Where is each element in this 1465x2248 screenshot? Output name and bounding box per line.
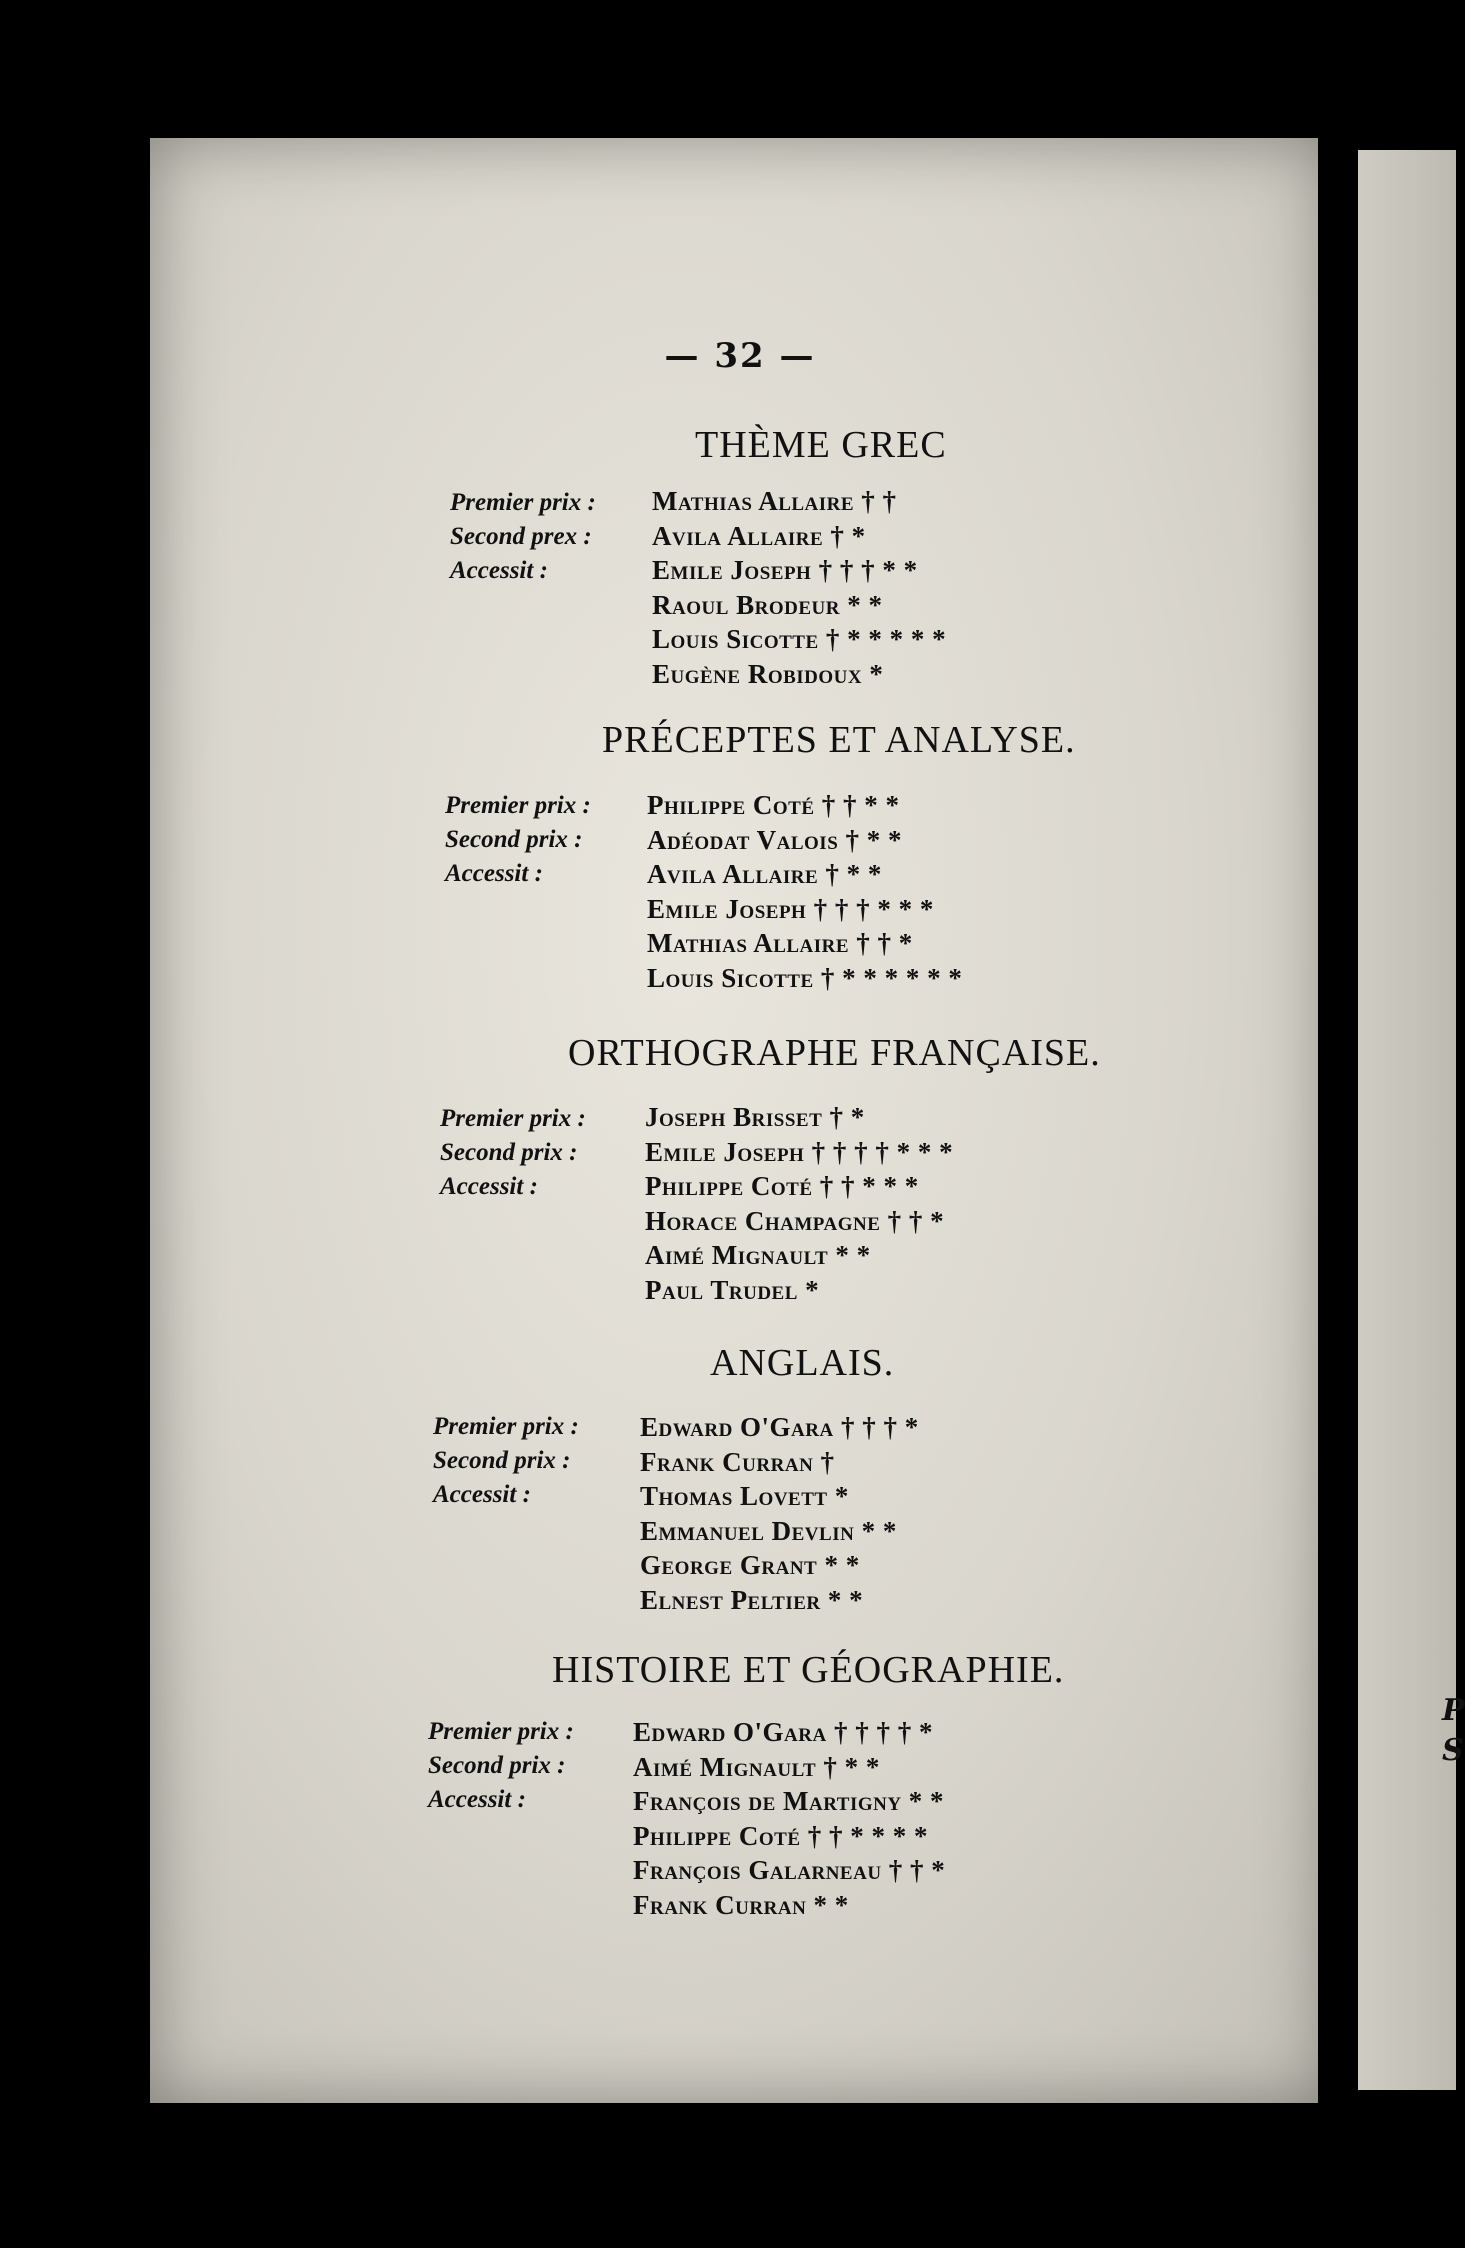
prize-labels	[433, 1410, 579, 1512]
winner-list	[633, 1715, 945, 1922]
list-item: Joseph Brisset † *	[645, 1102, 865, 1132]
list-item: Philippe Coté † † * *	[647, 790, 900, 820]
list-item: Philippe Coté † † * * *	[645, 1171, 919, 1201]
list-item: Mathias Allaire † †	[652, 486, 897, 516]
label-accessit: Accessit :	[428, 1786, 526, 1813]
winner-list	[645, 1100, 953, 1307]
list-item: Louis Sicotte † * * * * * *	[647, 962, 963, 993]
prize-labels	[440, 1102, 586, 1204]
winner-list	[647, 788, 962, 995]
prize-labels	[450, 486, 596, 588]
label-second-prix: Second prix :	[440, 1139, 578, 1166]
edge-letter: S	[1442, 1733, 1464, 1768]
section-title-theme-grec: THÈME GREC	[695, 424, 947, 466]
winner-list	[652, 484, 946, 691]
prize-labels	[428, 1715, 574, 1817]
list-item: Louis Sicotte † * * * * *	[652, 624, 947, 654]
list-item: Philippe Coté † † * * * *	[633, 1820, 928, 1851]
book-page	[150, 138, 1330, 2103]
label-premier-prix: Premier prix :	[445, 792, 591, 819]
list-item: Raoul Brodeur * *	[652, 589, 883, 620]
label-second-prix: Second prex :	[450, 523, 592, 550]
section-title-orthographe: ORTHOGRAPHE FRANÇAISE.	[568, 1032, 1101, 1074]
list-item: George Grant * *	[640, 1550, 860, 1580]
list-item: Avila Allaire † *	[652, 520, 866, 551]
list-item: Elnest Peltier * *	[640, 1584, 864, 1615]
list-item: Eugène Robidoux *	[652, 658, 884, 689]
list-item: Horace Champagne † † *	[645, 1205, 945, 1236]
list-item: Emmanuel Devlin * *	[640, 1515, 897, 1546]
label-premier-prix: Premier prix :	[428, 1718, 574, 1745]
list-item: Edward O'Gara † † † *	[640, 1412, 919, 1442]
list-item: Edward O'Gara † † † † *	[633, 1717, 933, 1747]
list-item: Emile Joseph † † † † * * *	[645, 1136, 954, 1167]
list-item: Adéodat Valois † * *	[647, 824, 903, 855]
list-item: François de Martigny * *	[633, 1786, 945, 1816]
list-item: François Galarneau † † *	[633, 1855, 946, 1885]
prize-labels	[445, 789, 591, 891]
label-accessit: Accessit :	[433, 1481, 531, 1508]
list-item: Paul Trudel *	[645, 1274, 820, 1305]
list-item: Frank Curran * *	[633, 1889, 849, 1920]
edge-letter: P	[1442, 1693, 1465, 1728]
list-item: Thomas Lovett *	[640, 1481, 849, 1511]
list-item: Frank Curran †	[640, 1446, 835, 1477]
section-title-histoire: HISTOIRE ET GÉOGRAPHIE.	[552, 1649, 1065, 1691]
label-premier-prix: Premier prix :	[433, 1413, 579, 1440]
page-number: — 32 —	[664, 336, 816, 376]
list-item: Aimé Mignault † * *	[633, 1751, 880, 1782]
list-item: Emile Joseph † † † * *	[652, 555, 918, 585]
label-second-prix: Second prix :	[428, 1752, 566, 1779]
label-second-prix: Second prix :	[433, 1447, 571, 1474]
label-premier-prix: Premier prix :	[450, 489, 596, 516]
list-item: Aimé Mignault * *	[645, 1240, 871, 1270]
label-accessit: Accessit :	[445, 860, 543, 887]
adjacent-page-edge	[1358, 150, 1465, 2090]
book-gutter	[1318, 138, 1358, 2103]
label-second-prix: Second prix :	[445, 826, 583, 853]
section-title-anglais: ANGLAIS.	[710, 1342, 895, 1384]
section-title-preceptes: PRÉCEPTES ET ANALYSE.	[602, 719, 1076, 761]
label-accessit: Accessit :	[450, 557, 548, 584]
list-item: Emile Joseph † † † * * *	[647, 893, 934, 924]
winner-list	[640, 1410, 919, 1617]
list-item: Avila Allaire † * *	[647, 859, 882, 889]
label-accessit: Accessit :	[440, 1173, 538, 1200]
list-item: Mathias Allaire † † *	[647, 928, 913, 958]
label-premier-prix: Premier prix :	[440, 1105, 586, 1132]
